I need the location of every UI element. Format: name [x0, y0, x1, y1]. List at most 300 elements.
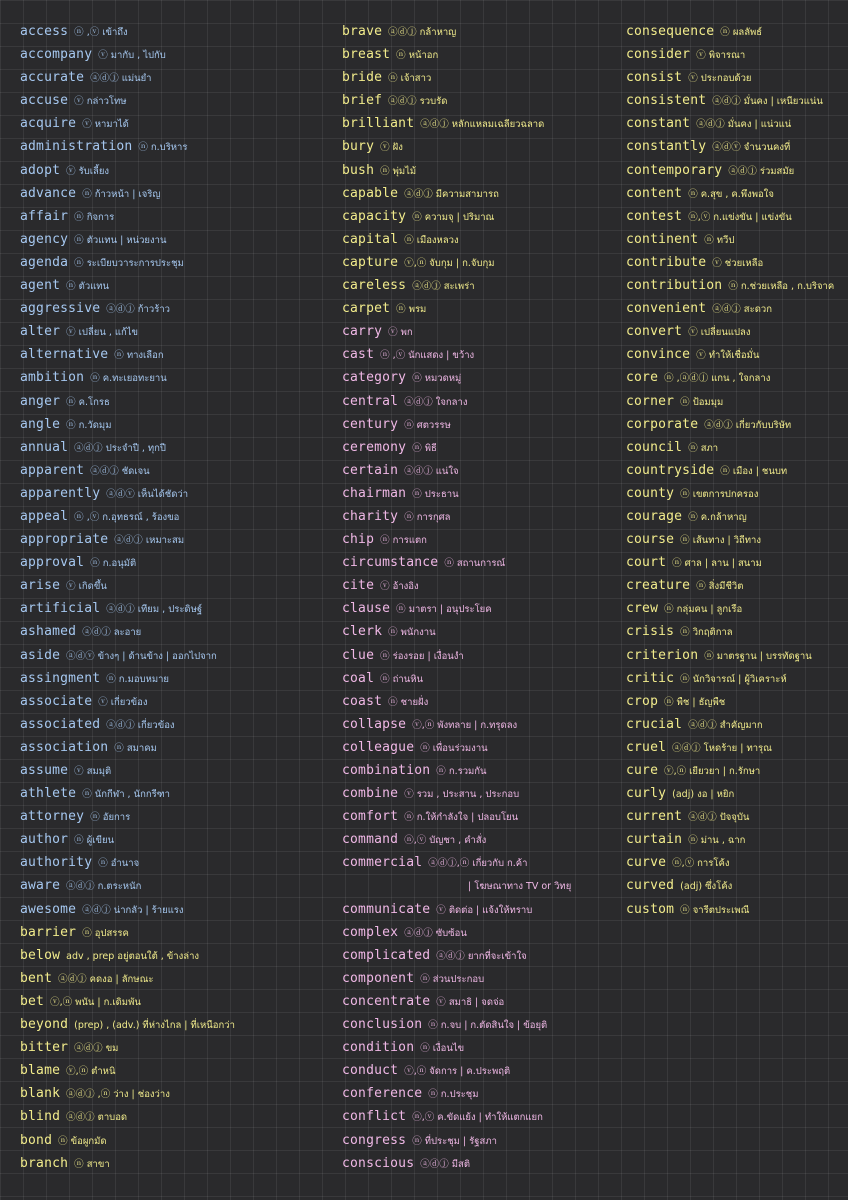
vocab-word: creature — [626, 578, 691, 594]
vocab-entry — [342, 413, 624, 436]
vocab-entry — [626, 597, 848, 620]
vocab-word: corporate — [626, 416, 699, 432]
vocab-word: course — [626, 532, 675, 548]
vocab-entry — [342, 274, 624, 297]
vocab-word: contemporary — [626, 162, 723, 178]
vocab-entry — [626, 320, 848, 343]
vocab-word: accurate — [20, 70, 85, 86]
vocab-definition: ⓥ ทำให้เชื่อมั่น — [696, 350, 760, 362]
vocab-definition: ⓝ ศาล | ลาน | สนาม — [672, 558, 762, 570]
vocab-entry — [20, 228, 330, 251]
vocab-word: capture — [342, 254, 399, 270]
vocab-definition: ⓝ จารีตประเพณี — [680, 904, 750, 916]
vocab-definition: (adj) งอ | หยิก — [672, 789, 735, 801]
vocab-definition: ⓥ อ้างอิง — [380, 581, 419, 593]
vocab-entry — [20, 898, 330, 921]
vocab-entry — [626, 482, 848, 505]
vocab-entry — [626, 205, 848, 228]
vocab-word: cure — [626, 763, 659, 778]
vocab-entry — [20, 43, 330, 66]
vocab-word: century — [342, 416, 399, 432]
vocab-word: apparent — [20, 462, 85, 478]
vocab-word: central — [342, 393, 399, 409]
vocab-word: consist — [626, 70, 683, 86]
vocab-word: aware — [20, 878, 61, 894]
vocab-entry — [626, 759, 848, 782]
vocab-entry — [20, 1105, 330, 1128]
vocab-entry — [20, 390, 330, 413]
vocab-definition: ⓝ ถ่านหิน — [380, 673, 423, 685]
vocab-entry — [20, 690, 330, 713]
vocab-word: contribution — [626, 278, 723, 294]
vocab-definition: ⓥ,ⓝ ตำหนิ — [66, 1066, 116, 1078]
vocab-word: conflict — [342, 1109, 407, 1125]
vocab-entry — [342, 135, 624, 158]
vocab-definition: ⓝ เงื่อนไข — [420, 1043, 465, 1055]
vocab-word: countryside — [626, 462, 715, 478]
vocab-definition: ⓐⓓⓙ ก.ตระหนัก — [66, 881, 142, 893]
vocab-word: bush — [342, 162, 375, 178]
vocab-entry — [20, 413, 330, 436]
vocab-definition: ⓝ ป้อมมุม — [680, 396, 724, 408]
vocab-definition: ⓝ,ⓥ ก.แข่งขัน | แข่งขัน — [688, 211, 792, 223]
vocab-entry — [626, 89, 848, 112]
vocab-definition: ⓝ ก.อนุมัติ — [90, 558, 137, 570]
vocab-definition: ⓐⓓⓙ เหมาะสม — [114, 535, 185, 547]
vocab-definition: ⓝ ก.บริหาร — [138, 142, 188, 154]
vocab-word: author — [20, 832, 69, 848]
vocab-definition: ⓐⓓⓙ โหดร้าย | ทารุณ — [672, 742, 772, 754]
vocab-entry — [342, 736, 624, 759]
vocab-entry — [626, 620, 848, 643]
vocab-word: convenient — [626, 301, 707, 317]
vocab-entry — [20, 1129, 330, 1152]
vocab-entry — [20, 574, 330, 597]
vocab-definition: ⓝ,ⓥ การโค้ง — [672, 858, 730, 870]
vocab-definition: ⓐⓓⓥ เห็นได้ชัดว่า — [106, 488, 189, 500]
vocab-entry — [342, 874, 624, 897]
vocab-definition: ⓝ ก.วัดมุม — [66, 419, 112, 431]
vocab-word: ambition — [20, 370, 85, 386]
vocab-entry — [626, 112, 848, 135]
vocab-word: agency — [20, 231, 69, 247]
vocab-word: custom — [626, 901, 675, 917]
vocab-definition: ⓐⓓⓙ ปัจจุบัน — [688, 812, 750, 824]
vocab-definition: ⓝ นักวิจารณ์ | ผู้วิเคราะห์ — [680, 673, 787, 685]
vocab-word: acquire — [20, 116, 77, 132]
vocab-entry — [342, 990, 624, 1013]
vocab-word: aside — [20, 647, 61, 663]
vocab-entry — [20, 436, 330, 459]
vocab-entry — [342, 1105, 624, 1128]
vocab-word: associated — [20, 716, 101, 732]
vocab-definition: ⓐⓓⓙ ประจำปี , ทุกปี — [74, 442, 166, 454]
vocab-word: alter — [20, 324, 61, 340]
vocab-entry — [626, 343, 848, 366]
vocab-word: constant — [626, 116, 691, 132]
vocab-entry — [626, 390, 848, 413]
vocab-definition: ⓐⓓⓙ ชัดเจน — [90, 465, 150, 477]
vocab-word: barrier — [20, 924, 77, 940]
vocab-definition: ⓝ ร่องรอย | เงื่อนงำ — [380, 650, 464, 662]
vocab-entry — [342, 1059, 624, 1082]
vocab-definition: ⓥ,ⓝ เยียวยา | ก.รักษา — [664, 766, 761, 777]
vocab-word: chairman — [342, 485, 407, 501]
vocab-entry — [20, 135, 330, 158]
vocab-word: cite — [342, 578, 375, 594]
vocab-definition: ⓥ,ⓝ พังทลาย | ก.ทรุดลง — [412, 719, 518, 731]
vocab-definition: ⓐⓓⓙ สำคัญมาก — [688, 719, 763, 731]
vocab-entry — [626, 436, 848, 459]
vocab-definition: ⓝ เมืองหลวง — [404, 234, 459, 246]
vocab-entry — [20, 990, 330, 1013]
vocab-entry — [20, 1013, 330, 1036]
vocab-definition: ⓥ เปลี่ยน , แก้ไข — [66, 327, 139, 339]
vocab-definition: ⓐⓓⓙ ละอาย — [82, 627, 142, 639]
vocab-definition: ⓝ,ⓥ บัญชา , คำสั่ง — [404, 835, 487, 847]
vocab-definition: ⓝ ,ⓥ เข้าถึง — [74, 27, 128, 38]
vocab-word: affair — [20, 208, 69, 224]
vocab-definition: adv , prep อยู่ตอนใต้ , ข้างล่าง — [66, 950, 200, 962]
vocab-entry — [20, 944, 330, 967]
vocab-definition: ⓝ ตัวแทน | หน่วยงาน — [74, 234, 167, 246]
vocab-word: conduct — [342, 1063, 399, 1079]
vocab-word: chip — [342, 532, 375, 548]
vocab-entry — [342, 43, 624, 66]
vocab-entry — [626, 182, 848, 205]
vocab-entry — [342, 1036, 624, 1059]
vocab-definition: ⓝ ประธาน — [412, 488, 459, 500]
vocab-definition: ⓥ ประกอบด้วย — [688, 73, 752, 85]
vocab-entry — [20, 505, 330, 528]
vocab-definition: ⓐⓓⓥ จำนวนคงที่ — [712, 142, 791, 154]
vocab-definition: ⓝ อุปสรรค — [82, 927, 129, 939]
vocab-definition: ⓐⓓⓙ เกี่ยวข้อง — [106, 719, 175, 731]
vocab-entry — [20, 921, 330, 944]
vocab-entry — [20, 620, 330, 643]
vocab-definition: ⓝ ก.จบ | ก.ตัดสินใจ | ข้อยุติ — [428, 1020, 548, 1032]
vocab-entry — [626, 505, 848, 528]
vocab-definition: ⓐⓓⓙ ,ⓝ ว่าง | ช่องว่าง — [66, 1089, 170, 1101]
vocab-entry — [342, 944, 624, 967]
vocab-definition: ⓐⓓⓙ มีความสามารถ — [404, 188, 499, 200]
vocab-definition: ⓐⓓⓙ เทียม , ประดิษฐ์ — [106, 604, 203, 616]
vocab-entry — [20, 366, 330, 389]
vocab-word: brilliant — [342, 116, 415, 132]
vocab-definition: ⓥ หามาได้ — [82, 119, 129, 131]
vocab-word: convince — [626, 347, 691, 363]
vocab-word: carpet — [342, 301, 391, 317]
vocab-definition: ⓐⓓⓙ คดงอ | ลักษณะ — [58, 973, 154, 985]
vocab-entry — [626, 667, 848, 690]
vocab-entry — [626, 874, 848, 897]
vocab-word: angle — [20, 416, 61, 432]
vocab-word: careless — [342, 278, 407, 294]
vocab-definition: ⓝ ทางเลือก — [114, 350, 164, 362]
vocab-word: access — [20, 24, 69, 39]
vocab-word: anger — [20, 393, 61, 409]
vocab-definition: ⓝ ส่วนประกอบ — [420, 973, 485, 985]
vocab-word: bond — [20, 1132, 53, 1148]
vocab-word: cruel — [626, 739, 667, 755]
vocab-definition: ⓥ สมาธิ | จดจ่อ — [436, 996, 505, 1008]
vocab-entry — [20, 759, 330, 782]
vocab-entry — [626, 66, 848, 89]
vocab-word: convert — [626, 324, 683, 340]
vocab-definition: ⓝ ชายฝั่ง — [388, 696, 429, 708]
vocab-word: annual — [20, 439, 69, 455]
vocab-definition: ⓝ ก.รวมกัน — [436, 766, 487, 777]
vocab-entry — [342, 205, 624, 228]
vocab-definition: ⓥ,ⓝ จับกุม | ก.จับกุม — [404, 257, 495, 269]
vocab-definition: ⓝ วิกฤติกาล — [680, 627, 733, 639]
vocab-entry — [20, 112, 330, 135]
vocab-definition: ⓥ ฝัง — [380, 142, 403, 154]
vocab-entry — [20, 828, 330, 851]
vocab-entry — [342, 251, 624, 274]
vocab-definition: ⓐⓓⓙ ตาบอด — [66, 1112, 128, 1124]
vocab-word: capital — [342, 231, 399, 247]
vocab-column-3 — [626, 20, 848, 921]
vocab-definition: ⓥ สมมุติ — [74, 766, 112, 777]
vocab-word: bury — [342, 139, 375, 155]
vocab-definition: ⓝ เส้นทาง | วิถีทาง — [680, 535, 762, 547]
vocab-word: conclusion — [342, 1017, 423, 1033]
vocab-entry — [626, 528, 848, 551]
vocab-word: athlete — [20, 786, 77, 802]
vocab-definition: ⓥ ติดต่อ | แจ้งให้ทราบ — [436, 904, 533, 916]
vocab-entry — [20, 644, 330, 667]
vocab-definition: ⓝ เจ้าสาว — [388, 73, 432, 85]
vocab-definition: ⓐⓓⓙ น่ากลัว | ร้ายแรง — [82, 904, 184, 916]
vocab-word: capacity — [342, 208, 407, 224]
vocab-entry — [342, 782, 624, 805]
vocab-word: condition — [342, 1040, 415, 1056]
vocab-definition: ⓝ ค.โกรธ — [66, 396, 110, 408]
vocab-definition: ⓐⓓⓙ ยากที่จะเข้าใจ — [436, 950, 527, 962]
vocab-word: coal — [342, 670, 375, 686]
vocab-word: appropriate — [20, 532, 109, 548]
vocab-entry — [20, 66, 330, 89]
vocab-entry — [20, 874, 330, 897]
vocab-word: combination — [342, 763, 431, 778]
vocab-word: curved — [626, 878, 675, 894]
vocab-definition: ⓝ เพื่อนร่วมงาน — [420, 742, 488, 754]
vocab-word: arise — [20, 578, 61, 594]
vocab-column-2 — [342, 20, 624, 1175]
vocab-definition: ⓝ หมวดหมู่ — [412, 373, 462, 385]
vocab-entry — [20, 528, 330, 551]
vocab-word: collapse — [342, 716, 407, 732]
vocab-entry — [342, 644, 624, 667]
vocab-definition: ⓐⓓⓙ หลักแหลมเฉลียวฉลาด — [420, 119, 545, 131]
vocab-entry — [342, 159, 624, 182]
vocab-entry — [626, 551, 848, 574]
vocab-word: certain — [342, 462, 399, 478]
vocab-word: curly — [626, 786, 667, 802]
vocab-entry — [342, 436, 624, 459]
vocab-entry — [626, 159, 848, 182]
vocab-entry — [626, 135, 848, 158]
vocab-entry — [342, 967, 624, 990]
vocab-entry — [342, 921, 624, 944]
vocab-entry — [20, 1036, 330, 1059]
vocab-entry — [342, 343, 624, 366]
vocab-word: constantly — [626, 139, 707, 155]
vocab-definition: ⓐⓓⓙ สะดวก — [712, 304, 772, 316]
vocab-entry — [342, 89, 624, 112]
vocab-definition: ⓐⓓⓙ,ⓝ เกี่ยวกับ ก.ค้า — [428, 858, 528, 870]
vocab-definition: ⓝ ,ⓥ ก.อุทธรณ์ , ร้องขอ — [74, 511, 180, 523]
vocab-entry — [20, 1082, 330, 1105]
vocab-word: agent — [20, 278, 61, 294]
vocab-entry — [20, 805, 330, 828]
vocab-word: curve — [626, 855, 667, 871]
vocab-definition: ⓝ หน้าอก — [396, 50, 439, 62]
vocab-definition: ⓝ ตัวแทน — [66, 281, 110, 293]
vocab-definition: ⓥ พิจารณา — [696, 50, 746, 62]
vocab-entry — [342, 505, 624, 528]
vocab-word: authority — [20, 855, 93, 871]
vocab-entry — [342, 366, 624, 389]
vocab-word: contribute — [626, 254, 707, 270]
vocab-word: adopt — [20, 162, 61, 178]
vocab-definition: ⓐⓓⓙ มีสติ — [420, 1158, 470, 1170]
vocab-definition: ⓝ ค.ทะเยอทะยาน — [90, 373, 167, 385]
vocab-definition: ⓝ ,ⓥ นักแสดง | ขว้าง — [380, 350, 475, 362]
vocab-definition: ⓝ ความจุ | ปริมาณ — [412, 211, 495, 223]
vocab-entry — [342, 528, 624, 551]
vocab-entry — [342, 851, 624, 874]
vocab-entry — [342, 713, 624, 736]
vocab-word: agenda — [20, 254, 69, 270]
vocab-entry — [20, 274, 330, 297]
vocab-entry — [20, 205, 330, 228]
vocab-definition: ⓐⓓⓙ รวบรัด — [388, 96, 448, 108]
vocab-definition: ⓥ เปลี่ยนแปลง — [688, 327, 751, 339]
vocab-entry — [20, 597, 330, 620]
vocab-word: apparently — [20, 485, 101, 501]
vocab-definition: ⓝ นักกีฬา , นักกรีฑา — [82, 789, 170, 801]
vocab-entry — [20, 20, 330, 43]
vocab-definition: ⓐⓓⓙ ร่วมสมัย — [728, 165, 795, 177]
vocab-entry — [342, 1129, 624, 1152]
vocab-word: conscious — [342, 1155, 415, 1171]
vocab-entry — [20, 1059, 330, 1082]
vocab-word: command — [342, 832, 399, 848]
vocab-entry — [342, 759, 624, 782]
vocab-definition: ⓥ ช่วยเหลือ — [712, 257, 764, 269]
vocab-word: accuse — [20, 93, 69, 109]
vocab-word: bride — [342, 70, 383, 86]
vocab-definition: ⓥ เกี่ยวข้อง — [98, 696, 148, 708]
vocab-entry — [20, 182, 330, 205]
vocab-entry — [626, 43, 848, 66]
vocab-definition: ⓝ สถานการณ์ — [444, 558, 506, 570]
vocab-word: below — [20, 947, 61, 963]
vocab-entry — [20, 736, 330, 759]
vocab-entry — [342, 597, 624, 620]
vocab-word: combine — [342, 786, 399, 802]
vocab-definition: ⓝ การแตก — [380, 535, 427, 547]
vocab-word: criterion — [626, 647, 699, 663]
vocab-definition: ⓝ พิธี — [412, 442, 437, 454]
vocab-word: brave — [342, 24, 383, 39]
vocab-entry — [626, 20, 848, 43]
vocab-word: aggressive — [20, 301, 101, 317]
vocab-word: critic — [626, 670, 675, 686]
vocab-word: consequence — [626, 24, 715, 39]
vocab-entry — [20, 159, 330, 182]
vocab-word: conference — [342, 1086, 423, 1102]
vocab-entry — [20, 251, 330, 274]
vocab-word: complex — [342, 924, 399, 940]
vocab-word: brief — [342, 93, 383, 109]
vocab-entry — [626, 459, 848, 482]
vocab-word: approval — [20, 555, 85, 571]
vocab-entry — [626, 713, 848, 736]
vocab-entry — [626, 366, 848, 389]
vocab-definition: ⓐⓓⓙ มั่นคง | เหนียวแน่น — [712, 96, 823, 108]
vocab-word: congress — [342, 1132, 407, 1148]
vocab-word: current — [626, 809, 683, 825]
vocab-entry — [626, 898, 848, 921]
vocab-entry — [20, 89, 330, 112]
vocab-entry — [20, 667, 330, 690]
vocab-word: appeal — [20, 508, 69, 524]
vocab-entry — [626, 782, 848, 805]
vocab-definition: ⓝ ที่ประชุม | รัฐสภา — [412, 1135, 497, 1147]
vocab-word: advance — [20, 185, 77, 201]
vocab-definition: ⓝ,ⓥ ค.ขัดแย้ง | ทำให้แตกแยก — [412, 1112, 543, 1124]
vocab-word: artificial — [20, 601, 101, 617]
vocab-definition: ⓝ ค.กล้าหาญ — [688, 511, 747, 523]
vocab-definition: ⓥ รวม , ประสาน , ประกอบ — [404, 789, 520, 801]
vocab-definition: ⓥ,ⓝ พนัน | ก.เดิมพัน — [50, 996, 141, 1008]
vocab-word: circumstance — [342, 555, 439, 571]
vocab-definition: ⓝ ระเบียบวาระการประชุม — [74, 257, 184, 269]
vocab-entry — [20, 297, 330, 320]
vocab-entry — [626, 228, 848, 251]
vocab-word: contest — [626, 208, 683, 224]
vocab-definition: ⓐⓓⓥ ข้างๆ | ด้านข้าง | ออกไปจาก — [66, 650, 217, 662]
vocab-entry — [342, 805, 624, 828]
vocab-word: blame — [20, 1063, 61, 1079]
vocab-word: accompany — [20, 47, 93, 63]
vocab-definition: ⓥ กล่าวโทษ — [74, 96, 127, 108]
vocab-definition: ⓝ ผู้เขียน — [74, 835, 115, 847]
vocab-word: associate — [20, 693, 93, 709]
vocab-entry — [342, 482, 624, 505]
vocab-word: alternative — [20, 347, 109, 363]
vocab-word: capable — [342, 185, 399, 201]
vocab-word: corner — [626, 393, 675, 409]
vocab-word: colleague — [342, 739, 415, 755]
vocab-definition: ⓝ ทวีป — [704, 234, 735, 246]
vocab-definition: ⓝ ก.มอบหมาย — [106, 673, 169, 685]
vocab-entry — [342, 574, 624, 597]
vocab-word: branch — [20, 1155, 69, 1171]
vocab-definition: ⓝ สาขา — [74, 1158, 110, 1170]
vocab-word: association — [20, 739, 109, 755]
vocab-word: concentrate — [342, 993, 431, 1009]
vocab-definition: ⓝ เมือง | ชนบท — [720, 465, 788, 477]
vocab-definition: ⓝ ก.ให้กำลังใจ | ปลอบโยน — [404, 812, 519, 824]
vocab-entry — [20, 320, 330, 343]
vocab-entry — [626, 805, 848, 828]
vocab-word: beyond — [20, 1017, 69, 1033]
vocab-definition: ⓝ ก.ช่วยเหลือ , ก.บริจาค — [728, 281, 835, 293]
